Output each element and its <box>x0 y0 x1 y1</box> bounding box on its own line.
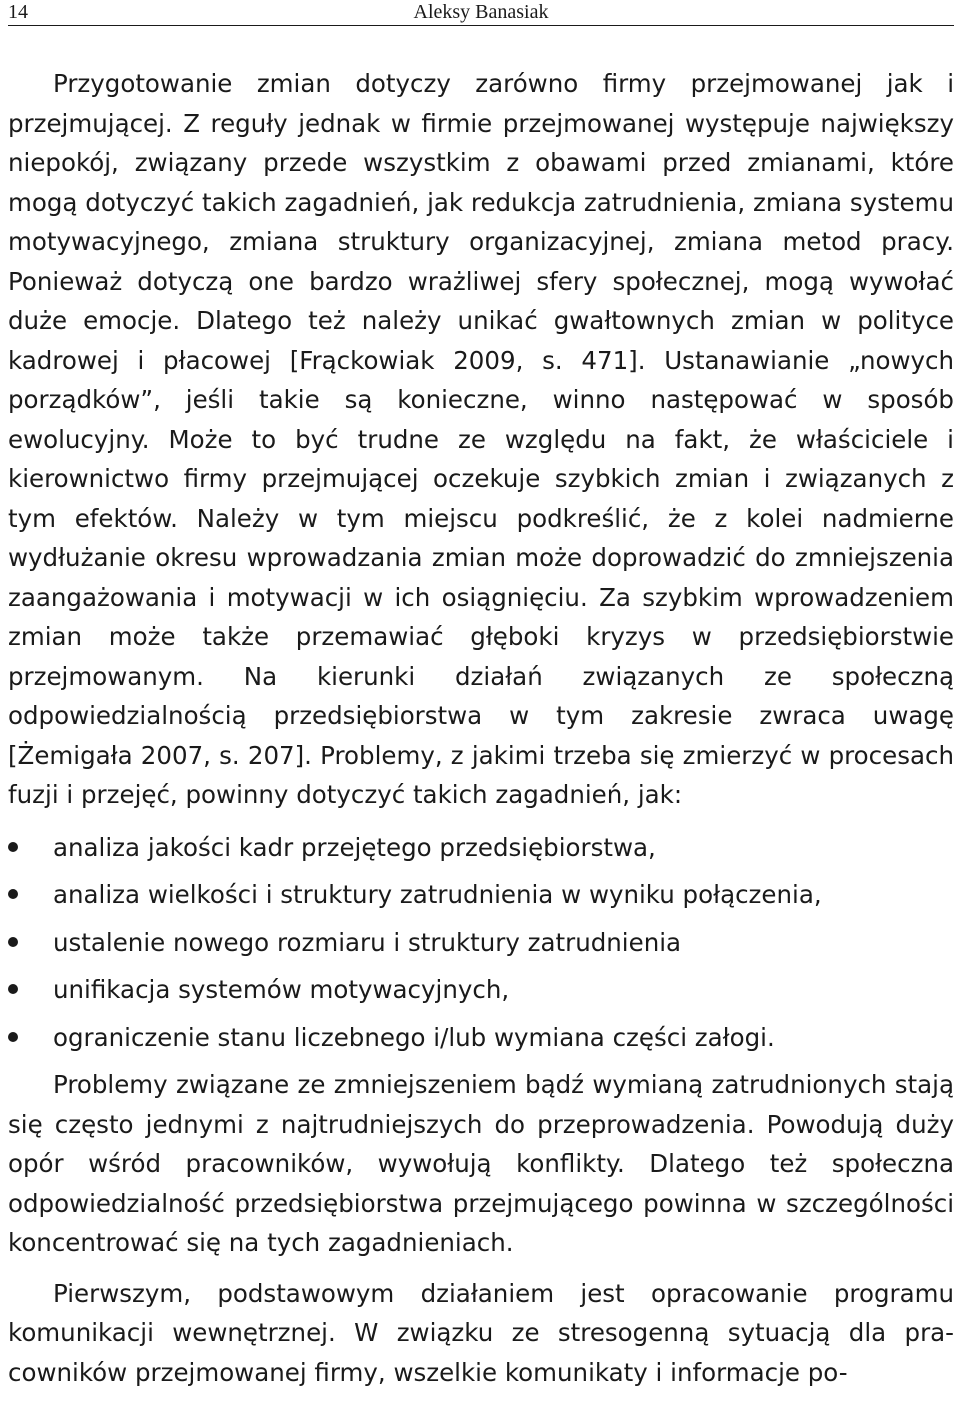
bullet-icon <box>8 984 18 994</box>
list-item <box>8 1014 954 1062</box>
paragraph: Przygotowanie zmian dotyczy zarówno firmy przejmowanej jak i przejmującej. Z reguły jednak w firmie przejmowanej występuje największy niepokój, związany przede wszystkim z obawami przed zmianami, które mogą dotyczyć takich zagadnień, jak redukcja zatrudnienia, zmiana systemu motywacyjnego, zmiana struktury organizacyjnej, zmiana metod pracy. Ponieważ dotyczą one bardzo wrażliwej sfery społecznej, mogą wywołać duże emocje. Dlatego też należy unikać gwałtownych zmian w polityce kadrowej i płacowej [Frąckowiak 2009, s. 471]. Ustanawianie „nowych porządków”, jeśli takie są konieczne, winno następować w sposób ewolucyjny. Może to być trudne ze względu na fakt, że właściciele i kierownictwo firmy przejmującej oczekuje szybkich zmian i związanych z tym efektów. Należy w tym miejscu podkreślić, że z kolei nadmierne wydłużanie okresu wprowadzania zmian może doprowadzić do zmniejszenia zaangażowania i motywacji w ich osiągnięciu. Za szybkim wprowadzeniem zmian może także przemawiać głęboki kryzys w przedsiębiorstwie przejmowanym. Na kierunki działań związanych ze społeczną odpowiedzialnością przedsiębiorstwa w tym zakresie zwraca uwagę [Żemigała 2007, s. 207]. Problemy, z jakimi trzeba się zmierzyć w procesach fuzji i przejęć, powinny dotyczyć takich zagadnień, jak: <box>8 69 954 809</box>
running-header <box>8 0 954 26</box>
bullet-icon <box>8 1032 18 1042</box>
list-item-text: analiza jakości kadr przejętego przedsiębiorstwa, <box>53 832 656 862</box>
bullet-icon <box>8 937 18 947</box>
list-item <box>8 824 954 872</box>
paragraph: Problemy związane ze zmniejszeniem bądź wymianą zatrudnionych stają się często jednymi z najtrudniejszych do przeprowadzenia. Powodują duży opór wśród pracowników, wywołują konflikty. Dlatego też społeczna odpowiedzialność przedsiębiorstwa przejmującego powinna w szczególności koncentrować się na tych zagadnieniach. <box>8 1070 954 1257</box>
page-number: 14 <box>8 1 28 23</box>
list-item-text: ustalenie nowego rozmiaru i struktury zatrudnienia <box>53 927 682 957</box>
list-item-text: ograniczenie stanu liczebnego i/lub wymiana części załogi. <box>53 1022 775 1052</box>
list-item-text: unifikacja systemów motywacyjnych, <box>53 975 510 1004</box>
list-item <box>8 919 954 967</box>
body-text <box>8 64 954 1392</box>
bullet-icon <box>8 842 18 852</box>
list-item <box>8 871 954 919</box>
list-item <box>8 966 954 1014</box>
running-header-author: Aleksy Banasiak <box>413 1 549 23</box>
list-item-text: analiza wielkości i struktury zatrudnienia w wyniku połączenia, <box>53 880 822 909</box>
bullet-icon <box>8 889 18 899</box>
paragraph: Pierwszym, podstawowym działaniem jest opracowanie programu komunikacji wewnętrznej. W związku ze stresogenną sytuacją dla pracowników przejmowanej firmy, wszelkie komunikaty i informacje po- <box>8 1278 954 1387</box>
bullet-list <box>8 824 954 1062</box>
